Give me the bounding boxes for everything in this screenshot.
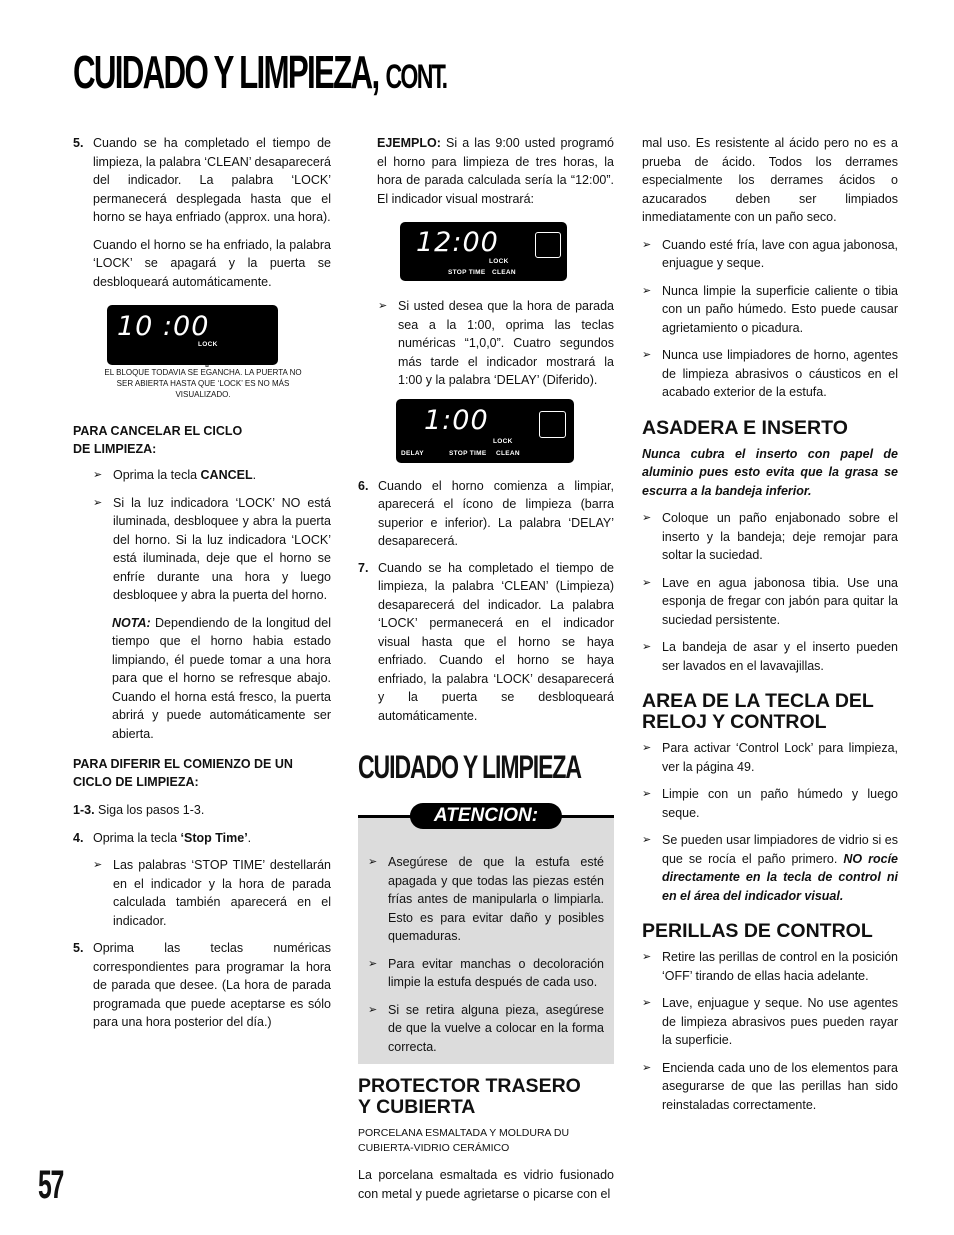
display-time: 1:00 [424,404,489,436]
bullet-arrow-icon: ➢ [368,957,378,970]
step-6: 6. Cuando el horno comienza a limpiar, aparecerá el ícono de limpieza (barra superior e inferior). La palabra ‘DELAY’ desaparecerá. [358,478,614,548]
oven-display-stop-time: 12:00 LOCK STOP TIME CLEAN [400,222,567,281]
bullet-arrow-icon: ➢ [378,300,388,312]
clean-icon [535,232,561,258]
step-7: 7. Cuando se ha completado el tiempo de limpieza, la palabra ‘CLEAN’ (Limpieza) desaparecerá del indicador. La palabra ‘LOCK’ permanecerá en el indicador visual hasta que el horno se haya enfriado. Cuando el horno se haya enfriado, la palabra ‘LOCK’ desaparecerá y la puerta se desbloqueará automáticamente. [358,560,614,723]
list-item: ➢ Nunca limpie la superficie caliente o tibia con un paño húmedo. Esto puede causar agrietamiento o picadura. [642,282,898,338]
continued-text: mal uso. Es resistente al ácido pero no es a prueba de ácido. Todos los derrames especialmente los derrames ácidos o azucarados deben ser limpiados inmediatamente con un paño seco. [642,136,898,224]
bullet-arrow-icon: ➢ [642,742,652,754]
cancel-bullet-1: ➢ Oprima la tecla CANCEL. [93,466,331,485]
bullet-arrow-icon: ➢ [368,856,378,868]
cancel-bullet-2: ➢ Si la luz indicadora ‘LOCK’ NO está iluminada, desbloquee y abra la puerta del horno. Si la luz indicadora ‘LOCK’ está iluminada, deje que el horno se enfríe durante una hora y luego desbloquee y abra la puerta del horno. [93,494,331,605]
area-heading: AREA DE LA TECLA DEL RELOJ Y CONTROL [642,690,874,733]
list-item: ➢ Coloque un paño enjabonado sobre el inserto y la bandeja; deje remojar para soltar la suciedad. [642,509,898,565]
list-item: ➢ La bandeja de asar y el inserto pueden ser lavados en el lavavajillas. [642,638,898,675]
warning-box [358,805,614,1064]
perillas-heading: PERILLAS DE CONTROL [642,920,873,942]
page-number: 57 [38,1163,64,1207]
bullet-arrow-icon: ➢ [642,997,652,1009]
list-item: ➢ Lave, enjuague y seque. No use agentes de limpieza abrasivos pues pueden rayar la superficie. [642,994,898,1050]
step-5-paragraph-2: Cuando el horno se ha enfriado, la palabra ‘LOCK’ se apagará y la puerta se desbloqueará automáticamente. [93,237,331,289]
bullet-arrow-icon: ➢ [642,349,652,361]
section-title: CUIDADO Y LIMPIEZA [358,749,581,785]
warning-label: ATENCION: [410,803,562,829]
warning-item: ➢ Asegúrese de que la estufa esté apagada y que todas las piezas estén frías antes de manipularla o limpiarla. Esto es para evitar daño y posibles quemaduras. [368,853,604,946]
display-time: 10 :00 [117,311,210,342]
delay-step-4-bullet: ➢ Las palabras ‘STOP TIME’ destellarán en el indicador y la hora de parada calculada también aparecerá en el indicador. [93,856,331,930]
bullet-arrow-icon: ➢ [642,284,652,297]
bullet-arrow-icon: ➢ [642,576,652,589]
bullet-arrow-icon: ➢ [642,834,652,846]
protector-text: La porcelana esmaltada es vidrio fusionado con metal y puede agrietarse o picarse con el [358,1168,614,1201]
clean-icon [539,411,566,438]
cancel-heading: PARA CANCELAR EL CICLO DE LIMPIEZA: [73,424,243,456]
list-item: ➢ Lave en agua jabonosa tibia. Use una esponja de fregar con jabón para quitar la suciedad persistente. [642,574,898,630]
column-3 [642,134,898,1123]
list-item: ➢ Nunca use limpiadores de horno, agentes de limpieza abrasivos o cáusticos en el acabado exterior de la estufa. [642,346,898,402]
bullet-arrow-icon: ➢ [642,951,652,963]
display-lock-label: LOCK [198,341,218,348]
list-item: ➢ Encienda cada uno de los elementos para asegurarse de que las perillas han sido reinstaladas correctamente. [642,1059,898,1115]
list-item: ➢ Retire las perillas de control en la posición ‘OFF’ tirando de ellas hacia adelante. [642,948,898,985]
list-item: ➢ Para activar ‘Control Lock’ para limpieza, ver la página 49. [642,739,898,776]
bullet-arrow-icon: ➢ [642,788,652,800]
asadera-heading: ASADERA E INSERTO [642,416,848,439]
list-item: ➢ Se pueden usar limpiadores de vidrio si es que se rocía el paño primero. NO rocíe directamente en la tecla de control ni en el área del indicador visual. [642,831,898,905]
bullet-arrow-icon: ➢ [642,512,652,524]
ejemplo: EJEMPLO: Si a las 9:00 usted programó el horno para limpieza de tres horas, la hora de parada calculada sería la “12:00”. El indicador visual mostrará: [377,136,614,206]
warning-item: ➢ Para evitar manchas o decoloración limpie la estufa después de cada uso. [368,955,604,992]
oven-display-delay: 1:00 LOCK DELAY STOP TIME CLEAN [396,399,574,463]
bullet-arrow-icon: ➢ [642,1061,652,1074]
bullet-arrow-icon: ➢ [642,641,652,653]
warning-item: ➢ Si se retira alguna pieza, asegúrese de que la vuelve a colocar en la forma correcta. [368,1001,604,1057]
page-title: CUIDADO Y LIMPIEZA, CONT. [73,46,447,98]
list-item: ➢ Cuando esté fría, lave con agua jabonosa, enjuague y seque. [642,236,898,273]
delay-heading: PARA DIFERIR EL COMIENZO DE UN CICLO DE LIMPIEZA: [73,757,293,789]
asadera-warning: Nunca cubra el inserto con papel de aluminio pues esto evita que la grasa se escurra a la bandeja inferior. [642,446,898,498]
display-caption: EL BLOQUE TODAVIA SE EGANCHA. LA PUERTA NO SER ABIERTA HASTA QUE ‘LOCK’ ES NO MÁS VISUALIZADO. [104,368,302,399]
column-2 [358,134,614,1203]
delay-step-1-3: 1-3. Siga los pasos 1-3. [73,803,205,817]
nota: NOTA: Dependiendo de la longitud del tiempo que el horno habia estado limpiando, él puede tomar a una hora para que el horno se refresque abajo. Cuando el horna está fresco, la puerta abrirá y puede automáticamente ser abierta. [112,615,331,741]
bullet-arrow-icon: ➢ [93,859,103,871]
protector-subheading: PORCELANA ESMALTADA Y MOLDURA DU CUBIERTA-VIDRIO CERÁMICO [358,1127,570,1154]
list-item: ➢ Limpie con un paño húmedo y luego seque. [642,785,898,822]
bullet-arrow-icon: ➢ [93,469,103,481]
display-time: 12:00 [416,227,499,258]
ejemplo-bullet: ➢ Si usted desea que la hora de parada sea a la 1:00, oprima las teclas numéricas “1,0,0”. Cuatro segundos más tarde el indicador mostrará la 1:00 y la palabra ‘DELAY’ (Diferido). [378,297,614,390]
bullet-arrow-icon: ➢ [642,238,652,251]
column-1 [73,134,331,1041]
bullet-arrow-icon: ➢ [368,1003,378,1016]
delay-step-5: 5. Oprima las teclas numéricas correspondientes para programar la hora de parada que desee. (La hora de parada programada que puede aceptarse es sólo para una hora posterior del día.) [73,941,331,1029]
oven-display-lock [107,305,278,365]
delay-step-4: 4. Oprima la tecla ‘Stop Time’. [73,830,252,845]
bullet-arrow-icon: ➢ [93,496,103,509]
step-5: 5. Cuando se ha completado el tiempo de limpieza, la palabra ‘CLEAN’ desaparecerá del indicador. La palabra ‘LOCK’ permanecerá desplegada hasta que el horno se haya enfriado (approx. una hora). [73,136,331,224]
protector-heading: PROTECTOR TRASERO Y CUBIERTA [358,1075,581,1118]
